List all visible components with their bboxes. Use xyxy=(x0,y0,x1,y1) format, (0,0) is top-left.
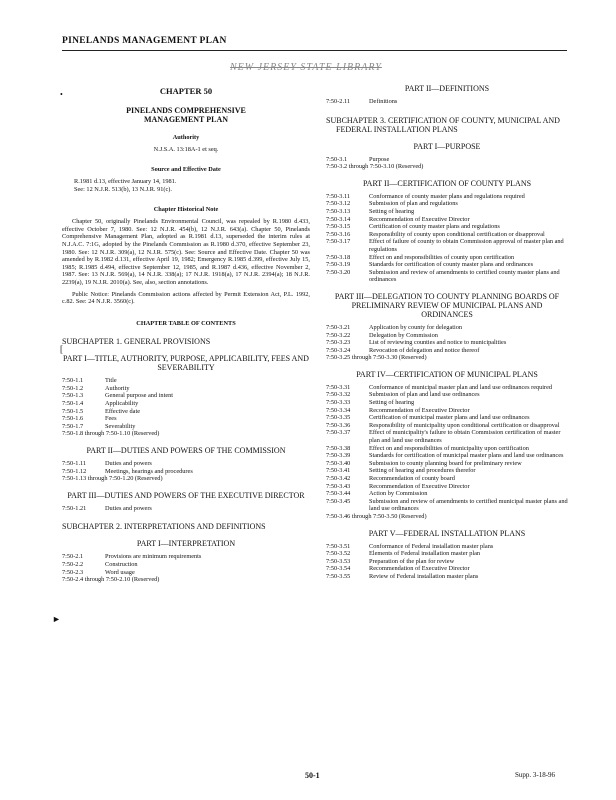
toc-row: 7:50-1.11 Duties and powers xyxy=(62,460,152,468)
supplement-date: Supp. 3-18-96 xyxy=(515,771,556,779)
part-heading: PART II—DUTIES AND POWERS OF THE COMMISSION xyxy=(86,446,286,456)
reserved-row: 7:50-3.46 through 7:50-3.50 (Reserved) xyxy=(326,512,427,520)
header-rule xyxy=(62,50,567,51)
authority-text: N.J.S.A. 13:18A-1 et seq. xyxy=(153,146,219,154)
left-column xyxy=(62,82,310,584)
toc-row: 7:50-2.11 Definitions xyxy=(326,98,398,105)
source-heading: Source and Effective Date xyxy=(151,165,221,173)
toc-row: 7:50-2.2 Construction xyxy=(62,561,138,568)
toc-row: 7:50-3.19 Standards for certification of county master plans and ordinances xyxy=(326,261,534,269)
reserved-row: 7:50-1.8 through 7:50-1.10 (Reserved) xyxy=(62,430,160,438)
margin-mark-icon: • xyxy=(60,90,63,99)
toc-row: 7:50-3.16 Responsibility of county upon conditional certification or disapproval xyxy=(326,230,545,238)
toc-row: 7:50-3.40 Submission to county planning board for preliminary review xyxy=(326,459,522,467)
part-heading: PART III—DUTIES AND POWERS OF THE EXECUTIVE DIRECTOR xyxy=(67,490,305,500)
toc-row: 7:50-3.37 Effect of municipality's failure to obtain Commission certification of master plan and land use ordinances xyxy=(326,429,561,445)
toc-row: 7:50-1.1 Title xyxy=(62,377,117,385)
subchapter-1-heading: SUBCHAPTER 1. GENERAL PROVISIONS xyxy=(62,337,211,347)
toc-row: 7:50-3.41 Setting of hearing and procedures therefor xyxy=(326,467,476,475)
part-heading: PART IV—CERTIFICATION OF MUNICIPAL PLANS xyxy=(356,369,538,379)
toc-row: 7:50-3.11 Conformance of county master plans and regulations required xyxy=(326,192,525,200)
toc-row: 7:50-3.55 Review of Federal installation master plans xyxy=(326,572,479,580)
history-note: Chapter 50, originally Pinelands Environmental Council, was repealed by R.1980 d.433, effective October 7, 1980. See: 12 N.J.R. 454(b), 12 N.J.R. 643(a). Chapter 50, Pinelands Comprehensive Management Plan, adopted as R.1981 d.13, superseded the interim rules at N.J.A.C. 7:1G, adopted by the Pinelands Commission as R.1980 d.370, effective September 23, 1980. See: 12 N.J.R. 309(a), 12 N.J.R. 575(c). See: Source and Effective Date. Chapter 50 was amended by R.1982 d.131, effective April 19, 1982; Emergency R.1985 d.399, effective July 15, 1985; R.1985 d.494, effective September 12, 1985, and R.1987 d.436, effective November 2, 1987. See: 13 N.J.R. 569(a), 14 N.J.R. 338(a); 17 N.J.R. 1918(a), 17 N.J.R. 2394(a); 18 N.J.R. 2239(a), 19 N.J.R. 2010(a). See, also, section annotations. xyxy=(62,218,310,286)
toc-row: 7:50-3.45 Submission and review of amendments to certified municipal master plans and land use ordinances xyxy=(326,497,568,513)
part-heading: PART II—CERTIFICATION OF COUNTY PLANS xyxy=(362,178,532,188)
running-header: PINELANDS MANAGEMENT PLAN xyxy=(62,36,227,46)
toc-row: 7:50-1.7 Severability xyxy=(62,422,136,430)
source-text-1: R.1981 d.13, effective January 14, 1981. xyxy=(74,178,177,186)
toc-row: 7:50-3.22 Delegation by Commission xyxy=(326,331,438,339)
toc-row: 7:50-3.52 Elements of Federal installation master plan xyxy=(326,550,481,558)
toc-row: 7:50-3.38 Effect on and responsibilities of municipality upon certification xyxy=(326,444,529,452)
history-heading: Chapter Historical Note xyxy=(153,205,219,213)
toc-row: 7:50-3.1 Purpose xyxy=(326,155,390,163)
toc-row: 7:50-3.36 Responsibility of municipality upon conditional certification or disapproval xyxy=(326,421,560,429)
toc-row: 7:50-3.54 Recommendation of Executive Director xyxy=(326,565,470,573)
toc-row: 7:50-3.17 Effect of failure of county to obtain Commission approval of master plan and regulations xyxy=(326,238,564,253)
toc-row: 7:50-3.12 Submission of plan and regulations xyxy=(326,200,458,208)
toc-row: 7:50-3.35 Certification of municipal master plans and land use ordinances xyxy=(326,414,530,422)
reserved-row: 7:50-3.25 through 7:50-3.30 (Reserved) xyxy=(326,354,427,362)
public-notice: Public Notice: Pinelands Commission actions affected by Permit Extension Act, P.L. 1992, c.82. See: 24 N.J.R. 3560(c). xyxy=(62,290,310,306)
toc-row: 7:50-3.14 Recommendation of Executive Director xyxy=(326,215,470,223)
toc-row: 7:50-3.23 List of reviewing counties and notice to municipalities xyxy=(326,339,507,347)
toc-row: 7:50-2.1 Provisions are minimum requirements xyxy=(62,553,202,561)
toc-row: 7:50-3.32 Submission of plan and land use ordinances xyxy=(326,391,480,399)
page-number: 50-1 xyxy=(305,771,320,780)
chapter-heading: CHAPTER 50 xyxy=(159,86,213,96)
toc-row: 7:50-3.34 Recommendation of Executive Director xyxy=(326,406,470,414)
toc-row: 7:50-3.31 Conformance of municipal master plan and land use ordinances required xyxy=(326,383,553,391)
toc-row: 7:50-3.53 Preparation of the plan for review xyxy=(326,557,455,565)
toc-row: 7:50-1.5 Effective date xyxy=(62,407,141,415)
subchapter-2-heading: SUBCHAPTER 2. INTERPRETATIONS AND DEFINITIONS xyxy=(62,522,266,532)
subchapter-3-heading: SUBCHAPTER 3. CERTIFICATION OF COUNTY, MUNICIPAL AND FEDERAL INSTALLATION PLANS xyxy=(326,115,560,134)
toc-row: 7:50-3.21 Application by county for delegation xyxy=(326,323,463,331)
toc-row: 7:50-1.4 Applicability xyxy=(62,400,139,408)
library-stamp: NEW JERSEY STATE LIBRARY xyxy=(230,62,382,73)
toc-row: 7:50-3.39 Standards for certification of municipal master plans and land use ordinances xyxy=(326,452,564,460)
right-column xyxy=(326,82,568,581)
toc-row: 7:50-2.3 Word usage xyxy=(62,568,135,576)
part-heading: PART II—DEFINITIONS xyxy=(404,84,490,93)
toc-row: 7:50-3.44 Action by Commission xyxy=(326,490,428,498)
source-text-2: See: 12 N.J.R. 513(b), 13 N.J.R. 91(c). xyxy=(74,185,172,193)
part-heading: PART V—FEDERAL INSTALLATION PLANS xyxy=(368,528,526,538)
toc-row: 7:50-3.43 Recommendation of Executive Director xyxy=(326,482,470,490)
toc-row: 7:50-3.20 Submission and review of amendments to certified county master plans and ordinances xyxy=(326,268,560,284)
part-heading: PART I—INTERPRETATION xyxy=(136,539,236,549)
chapter-title: PINELANDS COMPREHENSIVE MANAGEMENT PLAN xyxy=(126,105,246,125)
margin-bracket-icon: [ xyxy=(60,344,63,354)
toc-row: 7:50-3.24 Revocation of delegation and notice thereof xyxy=(326,346,480,354)
reserved-row: 7:50-1.13 through 7:50-1.20 (Reserved) xyxy=(62,475,163,483)
pointer-arrow-icon: ► xyxy=(52,614,61,624)
reserved-row: 7:50-3.2 through 7:50-3.10 (Reserved) xyxy=(326,163,424,171)
section-list xyxy=(62,377,310,438)
toc-row: 7:50-1.6 Fees xyxy=(62,415,117,423)
part-heading: PART I—PURPOSE xyxy=(413,141,481,151)
toc-row: 7:50-3.15 Certification of county master plans and regulations xyxy=(326,223,500,231)
toc-heading: CHAPTER TABLE OF CONTENTS xyxy=(136,319,236,327)
toc-row: 7:50-1.3 General purpose and intent xyxy=(62,392,174,400)
toc-row: 7:50-3.51 Conformance of Federal installation master plans xyxy=(326,542,494,550)
part-heading: PART I—TITLE, AUTHORITY, PURPOSE, APPLICABILITY, FEES AND SEVERABILITY xyxy=(63,354,309,373)
reserved-row: 7:50-2.4 through 7:50-2.10 (Reserved) xyxy=(62,576,160,584)
authority-heading: Authority xyxy=(172,133,200,141)
toc-row: 7:50-3.33 Setting of hearing xyxy=(326,399,415,407)
part-heading: PART III—DELEGATION TO COUNTY PLANNING BOARDS OF PRELIMINARY REVIEW OF MUNICIPAL PLANS AND ORDINANCES xyxy=(334,291,560,319)
toc-row: 7:50-3.42 Recommendation of county board xyxy=(326,475,455,482)
toc-row: 7:50-3.18 Effect on and responsibilities of county upon certification xyxy=(326,253,515,261)
toc-row: 7:50-1.2 Authority xyxy=(62,384,130,392)
toc-row: 7:50-1.21 Duties and powers xyxy=(62,504,152,512)
toc-row: 7:50-1.12 Meetings, hearings and procedures xyxy=(62,467,193,475)
toc-row: 7:50-3.13 Setting of hearing xyxy=(326,207,415,215)
